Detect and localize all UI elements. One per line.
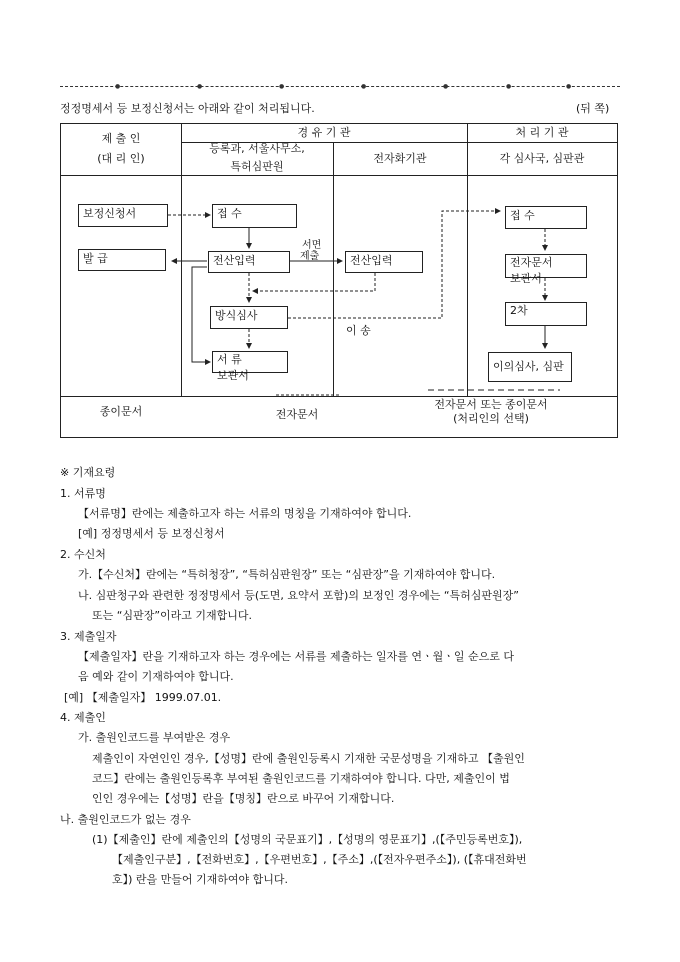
notes-s1-title: 1. 서류명 (60, 487, 106, 500)
flow-box-input2: 전산입력 (345, 251, 423, 273)
flow-box-second-label: 2차 (510, 304, 528, 317)
flow-box-edoc (505, 254, 587, 285)
notes-s4-title: 4. 제출인 (60, 711, 106, 724)
notes-s4-a3: 인인 경우에는【성명】란을【명칭】란으로 바꾸어 기재합니다. (92, 792, 395, 805)
header-submitter-sub: (대 리 인) (97, 152, 145, 165)
flow-box-documents-sub: 보관서 (217, 369, 249, 382)
label-submit: 제출 (300, 251, 320, 262)
header-submitter: 제 출 인 (101, 132, 141, 145)
flow-box-second (505, 302, 587, 326)
notes-s3-line1: 【제출일자】란을 기재하고자 하는 경우에는 서류를 제출하는 일자를 연ㆍ월ㆍ일 순으로 다 (78, 650, 515, 663)
flow-box-documents-label: 서 류 (217, 353, 242, 366)
footer-either: 전자문서 또는 종이문서 (434, 398, 548, 411)
rule-dot: ● (566, 83, 572, 90)
notes-s3-line2: 음 예와 같이 기재하여야 합니다. (78, 670, 234, 683)
notes-s3-example: [예] 【제출일자】 1999.07.01. (64, 691, 222, 704)
header-proc-sub: 각 심사국, 심판관 (499, 152, 585, 165)
notes-s4-b: 나. 출원인코드가 없는 경우 (60, 813, 191, 826)
notes-s2-a: 가.【수신처】란에는 “특허청장”, “특허심판원장” 또는 “심판장”을 기재하여야 합니다. (78, 568, 496, 581)
flow-box-edoc-sub: 보관서 (510, 272, 542, 285)
notes-s4-b3: 호】) 란을 만들어 기재하여야 합니다. (112, 873, 289, 886)
notes-s4-a1: 제출인이 자연인인 경우,【성명】란에 출원인등록시 기재한 국문성명을 기재하고 【출원인 (92, 752, 525, 765)
label-written: 서면 (302, 240, 322, 251)
notes-s4-b2: 【제출인구분】,【전화번호】,【우편번호】,【주소】,(【전자우편주소】), (【휴대전화번 (112, 853, 527, 866)
footer-electronic: 전자문서 (275, 408, 319, 421)
flow-box-receive: 접 수 (212, 204, 297, 228)
notes-s1-line1: 【서류명】란에는 제출하고자 하는 서류의 명칭을 기재하여야 합니다. (78, 507, 412, 520)
flow-box-edoc-label: 전자문서 (510, 256, 553, 269)
notes-s2-title: 2. 수신처 (60, 548, 106, 561)
flow-box-documents (212, 351, 288, 382)
rule-dot: ● (115, 83, 121, 90)
header-via: 경 유 기 관 (297, 126, 351, 139)
header-via-sub2: 전자화기관 (373, 152, 427, 165)
header-proc: 처 리 기 관 (515, 126, 569, 139)
footer-paper: 종이문서 (99, 405, 143, 418)
footer-either-sub: (처리인의 선택) (453, 412, 529, 425)
page-side-label: (뒤 쪽) (576, 102, 610, 115)
notes-s1-line2: [예] 정정명세서 등 보정신청서 (78, 527, 225, 540)
notes-s4-a2: 코드】란에는 출원인등록후 부여된 출원인코드를 기재하여야 합니다. 다만, 제출인이 법 (92, 772, 510, 785)
flow-box-apply: 보정신청서 (78, 204, 168, 227)
notes-s4-a: 가. 출원인코드를 부여받은 경우 (78, 731, 231, 744)
notes-s4-b1: (1)【제출인】란에 제출인의【성명의 국문표기】,【성명의 영문표기】,(【주민등록번호】), (92, 833, 523, 846)
notes-s3-title: 3. 제출일자 (60, 630, 117, 643)
header-via-sub1b: 특허심판원 (230, 160, 284, 173)
flow-box-formal-review: 방식심사 (210, 306, 288, 329)
notes-s2-b1: 나. 심판청구와 관련한 정정명세서 등(도면, 요약서 포함)의 보정인 경우에는 “특허심판원장” (78, 589, 519, 602)
rule-dot: ● (279, 83, 285, 90)
notes-s2-b2: 또는 “심판장”이라고 기재합니다. (92, 609, 253, 622)
notes-heading: ※ 기재요령 (60, 466, 116, 479)
flow-box-objection: 이의심사, 심판 (488, 352, 572, 382)
rule-dot: ● (443, 83, 449, 90)
rule-dot: ● (361, 83, 367, 90)
flow-box-proc-receive: 접 수 (505, 206, 587, 229)
label-transfer: 이 송 (346, 324, 371, 337)
flow-box-issue: 발 급 (78, 249, 166, 271)
header-via-sub1: 등록과, 서울사무소, (209, 142, 305, 155)
flow-box-input1: 전산입력 (208, 251, 290, 273)
page-title: 정정명세서 등 보정신청서는 아래와 같이 처리됩니다. (60, 102, 315, 115)
rule-dot: ● (506, 83, 512, 90)
rule-dot: ● (197, 83, 203, 90)
